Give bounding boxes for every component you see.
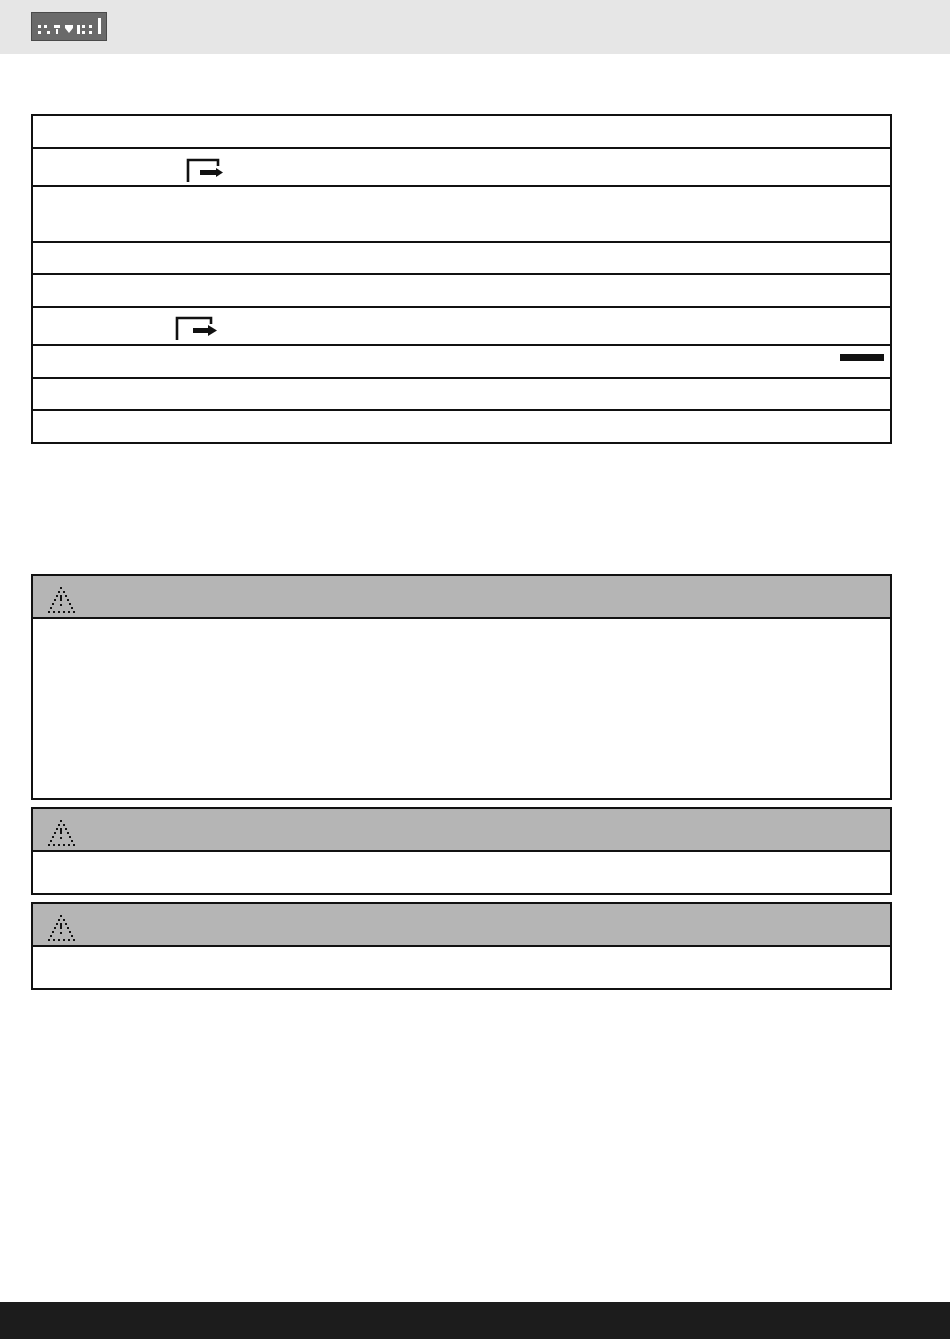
table-row — [33, 149, 890, 187]
exit-arrow-icon — [175, 316, 221, 347]
table-row — [33, 308, 890, 346]
warning-body — [33, 852, 890, 872]
warning-body — [33, 619, 890, 639]
warning-triangle-icon — [45, 818, 79, 853]
table-row — [33, 187, 890, 243]
warning-triangle-icon — [45, 585, 79, 620]
warning-triangle-icon — [45, 913, 79, 948]
table-row — [33, 243, 890, 275]
warning-header — [33, 904, 890, 947]
warning-box — [31, 574, 892, 800]
dash-mark — [840, 354, 884, 361]
brand-logo — [31, 12, 107, 41]
table-row — [33, 346, 890, 379]
warning-box — [31, 902, 892, 990]
table-row — [33, 275, 890, 308]
table-row — [33, 116, 890, 149]
table-row — [33, 379, 890, 411]
warning-header — [33, 809, 890, 852]
warning-body — [33, 947, 890, 967]
header-bar — [0, 0, 950, 54]
warning-box — [31, 807, 892, 895]
table-row — [33, 411, 890, 442]
footer-bar — [0, 1302, 950, 1339]
enter-arrow-icon — [186, 158, 226, 189]
warning-header — [33, 576, 890, 619]
spec-table — [31, 114, 892, 444]
